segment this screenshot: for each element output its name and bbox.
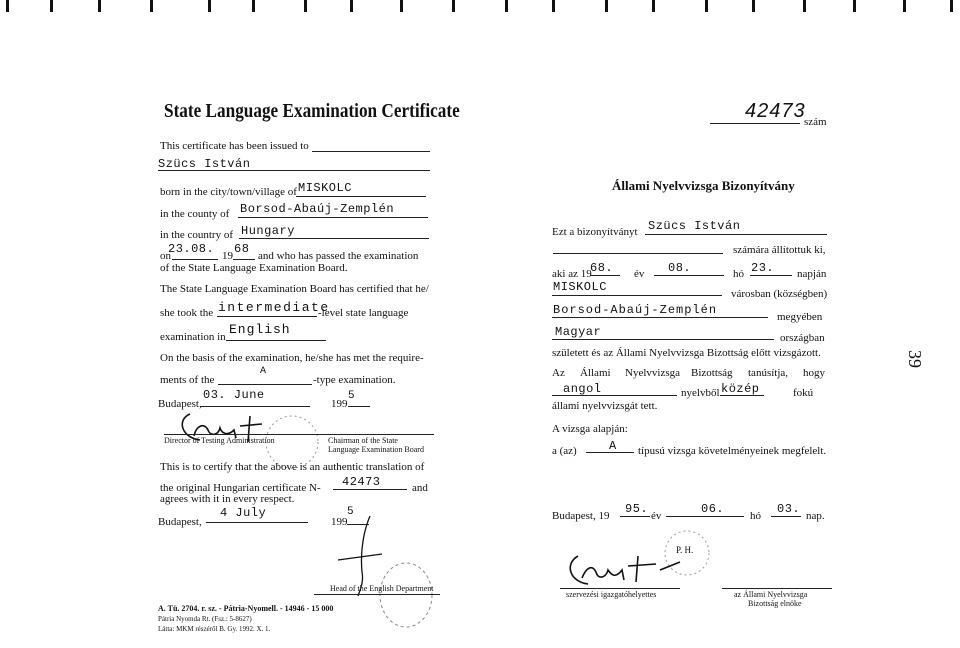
and-label: and [412, 482, 428, 494]
county-label: in the county of [160, 208, 230, 220]
nyelvvizsga-word: Nyelvvizsga [625, 367, 680, 379]
birth-county: Borsod-Abaúj-Zemplén [240, 202, 395, 216]
translation-year: 5 [347, 506, 355, 518]
exam-type-hu: A [609, 439, 617, 453]
agrees-label: agrees with it in every respect. [160, 493, 295, 505]
issue-day-hu: 03. [777, 502, 801, 516]
director-label: Director of Testing Administration [164, 436, 275, 445]
megyeben-label: megyében [777, 311, 823, 323]
issue-date: 03. June [203, 388, 265, 402]
birth-year-hu: 68. [590, 261, 614, 275]
country-label: in the country of [160, 229, 234, 241]
holder-name: Szücs István [158, 157, 251, 171]
footer-line-1: A. Tü. 2704. r. sz. - Pátria-Nyomell. - 14946 - 15 000 [158, 604, 334, 613]
left-title: State Language Examination Certificate [164, 100, 460, 122]
birth-county-hu: Borsod-Abaúj-Zemplén [553, 303, 718, 317]
exam-level-hu: közép [721, 382, 760, 396]
varosban-label: városban (községben) [731, 288, 828, 300]
allami-tett-label: állami nyelvvizsgát tett. [552, 400, 658, 412]
born-in-label: born in the city/town/village of [160, 186, 297, 198]
szuletett-label: született és az Állami Nyelvvizsga Bizottság előtt vizsgázott. [552, 347, 821, 359]
budapest-label: Budapest, [158, 398, 202, 410]
translation-date: 4 July [220, 506, 267, 520]
issued-to-label: This certificate has been issued to [160, 140, 309, 152]
page-number: 39 [905, 350, 925, 368]
holder-name-hu: Szücs István [648, 219, 741, 233]
exam-language: English [229, 322, 291, 337]
head-label: Head of the English Department [330, 584, 434, 593]
ev-label: év [634, 268, 645, 280]
nap-label: nap. [806, 510, 825, 522]
year-prefix: 19 [222, 250, 233, 262]
issue-year-hu: 95. [625, 502, 649, 516]
szamara-label: számára állítottuk ki, [733, 244, 826, 256]
napjan-label: napján [797, 268, 827, 280]
birth-country: Hungary [241, 224, 295, 238]
original-label: the original Hungarian certificate N- [160, 482, 321, 494]
bizottsag-word: Bizottság [691, 367, 733, 379]
type-suffix: -type examination. [313, 374, 396, 386]
budapest-hu-label: Budapest, 19 [552, 510, 610, 522]
birth-year: 68 [234, 242, 250, 256]
nyelvbol-label: nyelvből [681, 387, 720, 399]
exam-language-hu: angol [563, 382, 602, 396]
orszagban-label: országban [780, 332, 825, 344]
szervezesi-signature [560, 548, 690, 588]
basis-line-2: ments of the [160, 374, 215, 386]
certify-line: This is to certify that the above is an authentic translation of [160, 461, 425, 473]
translation-year-prefix: 199 [331, 516, 348, 528]
footer-line-2: Pátria Nyomda Rt. (Fsz.: 5-8627) [158, 615, 252, 623]
issue-year-prefix: 199 [331, 398, 348, 410]
issue-year: 5 [348, 390, 356, 402]
footer-line-3: Látta: MKM részéről B. Gy. 1992. X. 1. [158, 625, 271, 633]
department-stamp [376, 560, 436, 630]
exam-in-label: examination in [160, 331, 226, 343]
passed-text: and who has passed the examination [258, 250, 419, 262]
tanusitja-word: tanúsítja, [748, 367, 789, 379]
on-label: on [160, 250, 171, 262]
issued-label-hu: Ezt a bizonyítványt [552, 226, 638, 238]
ph-label: P. H. [676, 545, 694, 555]
tipusu-label: típusú vizsga követelményeinek megfelelt. [638, 445, 827, 457]
board-text: of the State Language Examination Board. [160, 262, 348, 274]
birth-city: MISKOLC [298, 181, 352, 195]
budapest-translation-label: Budapest, [158, 516, 202, 528]
she-took-label: she took the [160, 307, 214, 319]
hogy-word: hogy [803, 367, 825, 379]
chairman-line-1: Chairman of the State [328, 436, 398, 445]
exam-type: A [260, 366, 267, 377]
cert-number: 42473 [342, 475, 381, 489]
exam-level: intermediate [218, 300, 330, 315]
chairman-line-2: Language Examination Board [328, 445, 424, 454]
birth-day-hu: 23. [751, 261, 775, 275]
a-az-label: a (az) [552, 445, 577, 457]
right-title: Állami Nyelvvizsga Bizonyítvány [612, 178, 795, 193]
birth-daymonth: 23.08. [168, 242, 215, 256]
vizsga-alapjan-label: A vizsga alapján: [552, 423, 628, 435]
szervezesi-label: szervezési igazgatóhelyettes [566, 590, 657, 599]
certified-text: The State Language Examination Board has certified that he/ [160, 283, 429, 295]
level-suffix: -level state language [318, 307, 409, 319]
foku-label: fokú [793, 387, 814, 399]
ho-label-2: hó [750, 510, 761, 522]
az-word: Az [552, 367, 565, 379]
basis-line-1: On the basis of the examination, he/she has met the require- [160, 352, 424, 364]
birth-city-hu: MISKOLC [553, 280, 607, 294]
ho-label: hó [733, 268, 744, 280]
issue-month-hu: 06. [701, 502, 725, 516]
aki-az-label: aki az 19 [552, 268, 592, 280]
cert-number-right: 42473 [745, 100, 806, 122]
birth-month-hu: 08. [668, 261, 692, 275]
szam-label: szám [804, 116, 827, 128]
chairman-hu-line-1: az Állami Nyelvvizsga [734, 590, 808, 599]
ev-label-2: év [651, 510, 662, 522]
chairman-hu-line-2: Bizottság elnöke [748, 599, 802, 608]
birth-country-hu: Magyar [555, 325, 602, 339]
allami-word: Állami [580, 367, 611, 379]
